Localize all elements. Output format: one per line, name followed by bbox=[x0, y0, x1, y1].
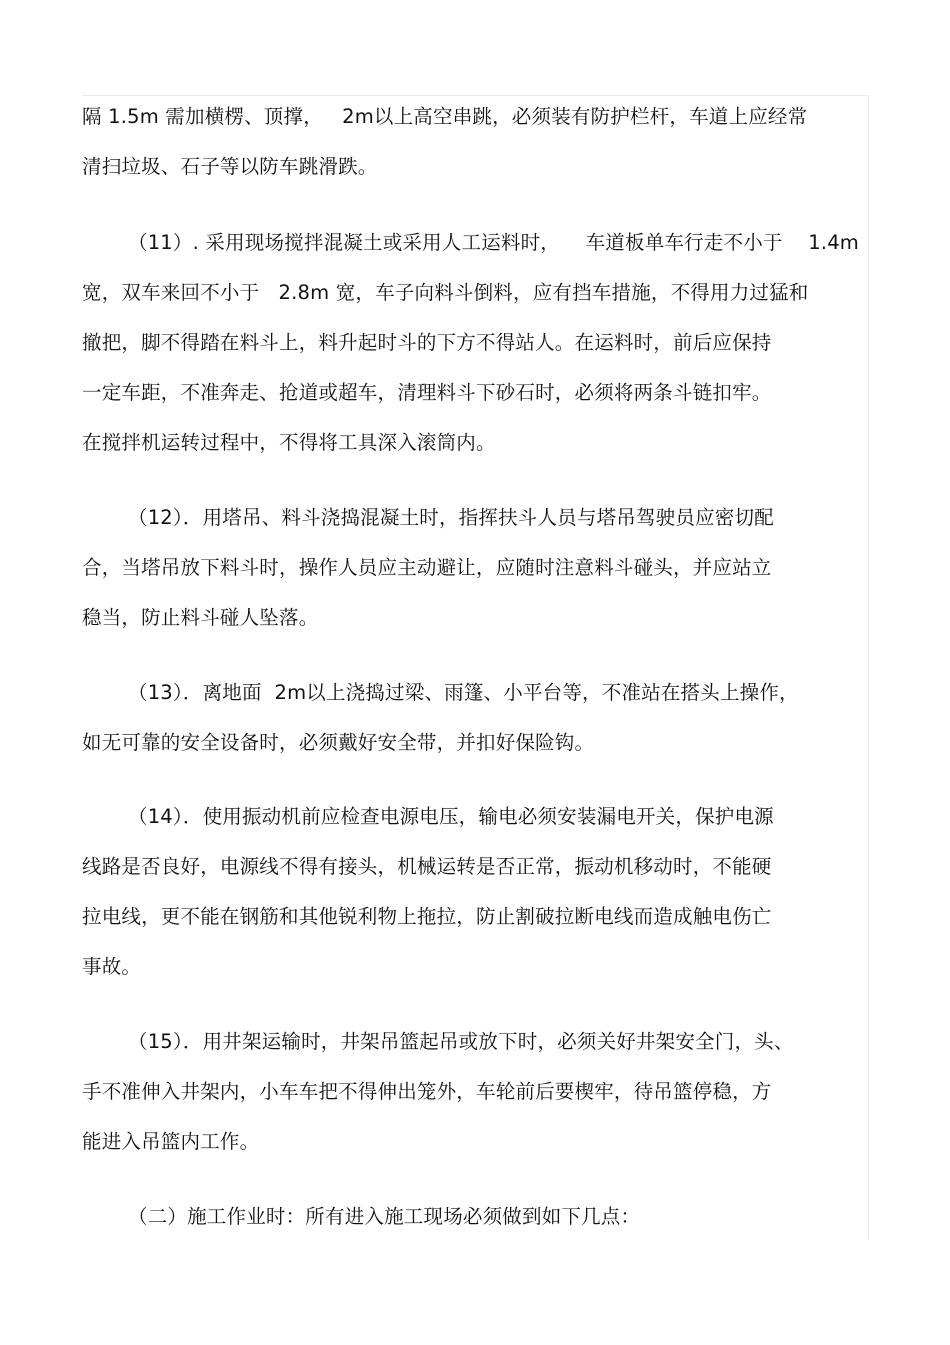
page-border-right bbox=[868, 95, 869, 1240]
text-line: 清扫垃圾、石子等以防车跳滑跌。 bbox=[82, 155, 378, 178]
paragraph-11-start: （11）. 采用现场搅拌混凝土或采用人工运料时， 车道板单车行走不小于 1.4m bbox=[128, 231, 860, 254]
text-line: 隔 1.5m 需加横楞、顶撑， 2m以上高空串跳，必须装有防护栏杆，车道上应经常 bbox=[82, 105, 808, 128]
text-line: 拉电线，更不能在钢筋和其他锐利物上拖拉，防止割破拉断电线而造成触电伤亡 bbox=[82, 905, 772, 928]
paragraph-12-start: （12）．用塔吊、料斗浇捣混凝土时，指挥扶斗人员与塔吊驾驶员应密切配 bbox=[128, 506, 774, 529]
paragraph-15-start: （15）．用井架运输时，井架吊篮起吊或放下时，必须关好井架安全门，头、 bbox=[128, 1030, 794, 1053]
text-line: 如无可靠的安全设备时，必须戴好安全带，并扣好保险钩。 bbox=[82, 731, 595, 754]
text-line: 一定车距，不准奔走、抢道或超车，清理料斗下砂石时，必须将两条斗链扣牢。 bbox=[82, 381, 772, 404]
text-line: 能进入吊篮内工作。 bbox=[82, 1130, 260, 1153]
text-line: 线路是否良好，电源线不得有接头，机械运转是否正常，振动机移动时，不能硬 bbox=[82, 855, 772, 878]
paragraph-14-start: （14）．使用振动机前应检查电源电压，输电必须安装漏电开关，保护电源 bbox=[128, 805, 774, 828]
text-line: 在搅拌机运转过程中，不得将工具深入滚筒内。 bbox=[82, 431, 496, 454]
text-line: 宽，双车来回不小于 2.8m 宽，车子向料斗倒料，应有挡车措施，不得用力过猛和 bbox=[82, 281, 809, 304]
section-heading-2: （二）施工作业时：所有进入施工现场必须做到如下几点： bbox=[128, 1205, 641, 1228]
text-line: 稳当，防止料斗碰人坠落。 bbox=[82, 606, 319, 629]
text-line: 手不准伸入井架内，小车车把不得伸出笼外，车轮前后要楔牢，待吊篮停稳，方 bbox=[82, 1080, 772, 1103]
text-line: 事故。 bbox=[82, 955, 142, 978]
page-border-top bbox=[82, 95, 868, 96]
text-line: 撤把，脚不得踏在料斗上，料升起时斗的下方不得站人。在运料时，前后应保持 bbox=[82, 331, 772, 354]
text-line: 合，当塔吊放下料斗时，操作人员应主动避让，应随时注意料斗碰头，并应站立 bbox=[82, 556, 772, 579]
paragraph-13-start: （13）．离地面 2m以上浇捣过梁、雨篷、小平台等，不准站在搭头上操作， bbox=[128, 681, 799, 704]
